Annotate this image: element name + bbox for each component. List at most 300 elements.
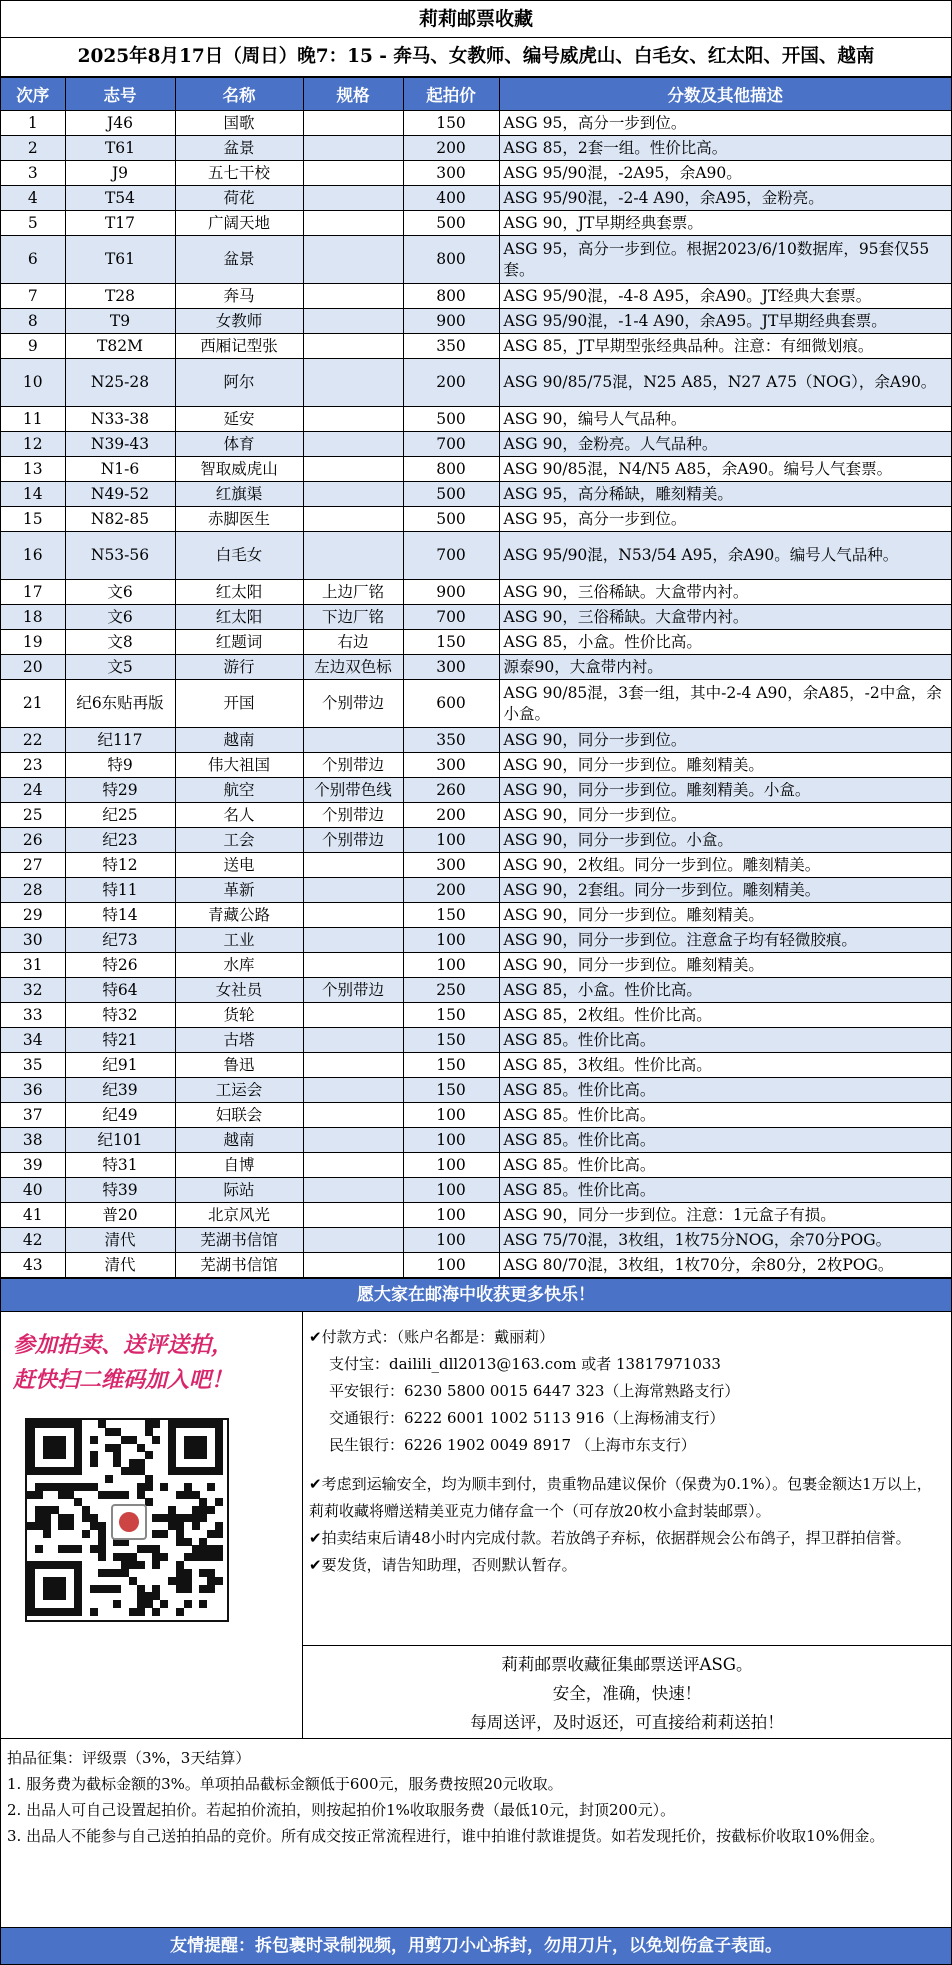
- cell-index: 41: [1, 1203, 65, 1228]
- cell-code: 纪23: [65, 828, 175, 853]
- cell-name: 自博: [175, 1153, 303, 1178]
- auction-subtitle: 2025年8月17日（周日）晚7：15 - 奔马、女教师、编号威虎山、白毛女、红太阳、开国、越南: [1, 38, 951, 77]
- cell-description: ASG 85。性价比高。: [499, 1178, 951, 1203]
- cell-code: J46: [65, 111, 175, 136]
- bank-account-bocom: 交通银行：6222 6001 1002 5113 916（上海杨浦支行）: [329, 1409, 725, 1427]
- cell-description: ASG 90，2枚组。同分一步到位。雕刻精美。: [499, 853, 951, 878]
- cell-name: 芜湖书信馆: [175, 1253, 303, 1278]
- cell-code: 清代: [65, 1253, 175, 1278]
- cell-spec: [303, 728, 403, 753]
- cell-index: 1: [1, 111, 65, 136]
- cell-start-price: 100: [403, 1153, 499, 1178]
- cell-spec: 下边厂铭: [303, 605, 403, 630]
- payment-title: ✔付款方式：（账户名都是：戴丽莉）: [309, 1328, 555, 1346]
- cell-description: ASG 90，同分一步到位。雕刻精美。: [499, 953, 951, 978]
- cell-index: 22: [1, 728, 65, 753]
- col-header-start-price: 起拍价: [403, 78, 499, 111]
- cell-spec: [303, 1203, 403, 1228]
- cell-start-price: 100: [403, 1253, 499, 1278]
- cell-index: 17: [1, 580, 65, 605]
- table-row: [1, 853, 951, 878]
- cell-description: ASG 85，2套一组。性价比高。: [499, 136, 951, 161]
- cell-spec: [303, 186, 403, 211]
- cell-code: 特39: [65, 1178, 175, 1203]
- cell-description: ASG 95，高分一步到位。根据2023/6/10数据库，95套仅55套。: [499, 236, 951, 284]
- cell-start-price: 900: [403, 309, 499, 334]
- rules-title: 拍品征集：评级票（3%，3天结算）: [7, 1749, 251, 1767]
- table-row: [1, 359, 951, 407]
- cell-spec: [303, 309, 403, 334]
- cell-start-price: 400: [403, 186, 499, 211]
- cell-start-price: 100: [403, 1203, 499, 1228]
- table-header-row: [1, 78, 951, 111]
- cell-name: 芜湖书信馆: [175, 1228, 303, 1253]
- cell-code: 普20: [65, 1203, 175, 1228]
- consignment-rules: [1, 1739, 951, 1899]
- cell-spec: [303, 211, 403, 236]
- collect-box: [303, 1646, 951, 1738]
- cell-description: 源泰90，大盒带内衬。: [499, 655, 951, 680]
- table-row: [1, 928, 951, 953]
- cell-index: 29: [1, 903, 65, 928]
- table-row: [1, 803, 951, 828]
- cell-index: 30: [1, 928, 65, 953]
- cell-name: 开国: [175, 680, 303, 728]
- cell-start-price: 200: [403, 136, 499, 161]
- cell-description: ASG 85，小盒。性价比高。: [499, 978, 951, 1003]
- cell-name: 红题词: [175, 630, 303, 655]
- cell-index: 13: [1, 457, 65, 482]
- cell-start-price: 300: [403, 853, 499, 878]
- cell-code: T61: [65, 136, 175, 161]
- cell-index: 20: [1, 655, 65, 680]
- cell-spec: [303, 359, 403, 407]
- cell-spec: [303, 1028, 403, 1053]
- table-row: [1, 680, 951, 728]
- cell-start-price: 100: [403, 1178, 499, 1203]
- cell-index: 8: [1, 309, 65, 334]
- cell-code: 特14: [65, 903, 175, 928]
- cell-spec: [303, 853, 403, 878]
- cell-description: ASG 95，高分稀缺，雕刻精美。: [499, 482, 951, 507]
- cell-start-price: 900: [403, 580, 499, 605]
- cell-spec: 个别带色线: [303, 778, 403, 803]
- cell-start-price: 100: [403, 928, 499, 953]
- cell-start-price: 300: [403, 161, 499, 186]
- wish-banner: 愿大家在邮海中收获更多快乐！: [1, 1278, 951, 1312]
- cell-description: ASG 95/90混，-1-4 A90，余A95。JT早期经典套票。: [499, 309, 951, 334]
- table-row: [1, 828, 951, 853]
- cell-description: ASG 85，JT早期型张经典品种。注意：有细微划痕。: [499, 334, 951, 359]
- cell-spec: [303, 878, 403, 903]
- cell-description: ASG 95/90混，-2A95，余A90。: [499, 161, 951, 186]
- cell-code: 纪101: [65, 1128, 175, 1153]
- cell-index: 26: [1, 828, 65, 853]
- cell-start-price: 100: [403, 1128, 499, 1153]
- cell-start-price: 100: [403, 828, 499, 853]
- cell-description: ASG 85，小盒。性价比高。: [499, 630, 951, 655]
- cell-spec: [303, 928, 403, 953]
- cell-code: N39-43: [65, 432, 175, 457]
- cell-name: 游行: [175, 655, 303, 680]
- shipping-note: ✔考虑到运输安全，均为顺丰到付，贵重物品建议保价（保费为0.1%）。包裹金额达1万以上，莉莉收藏将赠送精美亚克力储存盒一个（可存放20枚小盒封装邮票）。: [309, 1475, 932, 1520]
- cell-start-price: 260: [403, 778, 499, 803]
- table-row: [1, 878, 951, 903]
- cell-index: 40: [1, 1178, 65, 1203]
- cell-name: 国歌: [175, 111, 303, 136]
- cell-name: 革新: [175, 878, 303, 903]
- cell-code: N25-28: [65, 359, 175, 407]
- table-row: [1, 1203, 951, 1228]
- cell-spec: 右边: [303, 630, 403, 655]
- table-row: [1, 1103, 951, 1128]
- cell-code: N1-6: [65, 457, 175, 482]
- rule-2: 2. 出品人可自己设置起拍价。若起拍价流拍，则按起拍价1%收取服务费（最低10元，封顶200元）。: [7, 1801, 676, 1819]
- lots-table: [1, 77, 951, 1278]
- cell-code: 文6: [65, 605, 175, 630]
- collect-line-1: 莉莉邮票收藏征集邮票送评ASG。: [501, 1655, 753, 1674]
- cell-start-price: 300: [403, 655, 499, 680]
- cell-start-price: 350: [403, 334, 499, 359]
- collect-line-3: 每周送评，及时返还，可直接给莉莉送拍！: [470, 1713, 784, 1732]
- cell-start-price: 250: [403, 978, 499, 1003]
- cell-index: 18: [1, 605, 65, 630]
- cell-start-price: 150: [403, 903, 499, 928]
- cell-index: 32: [1, 978, 65, 1003]
- table-row: [1, 309, 951, 334]
- delivery-note: ✔要发货，请告知助理，否则默认暂存。: [309, 1556, 577, 1574]
- cell-code: 纪73: [65, 928, 175, 953]
- cell-name: 红太阳: [175, 605, 303, 630]
- cell-name: 白毛女: [175, 532, 303, 580]
- cell-name: 青藏公路: [175, 903, 303, 928]
- cell-start-price: 100: [403, 1228, 499, 1253]
- cell-start-price: 800: [403, 457, 499, 482]
- cell-index: 39: [1, 1153, 65, 1178]
- cell-spec: [303, 1153, 403, 1178]
- cell-description: ASG 90，同分一步到位。注意盒子均有轻微胶痕。: [499, 928, 951, 953]
- cell-spec: [303, 1253, 403, 1278]
- cell-name: 红旗渠: [175, 482, 303, 507]
- cell-index: 35: [1, 1053, 65, 1078]
- cell-code: 特26: [65, 953, 175, 978]
- cell-description: ASG 85。性价比高。: [499, 1078, 951, 1103]
- cell-start-price: 500: [403, 507, 499, 532]
- cell-description: ASG 75/70混，3枚组，1枚75分NOG，余70分POG。: [499, 1228, 951, 1253]
- page-title: 莉莉邮票收藏: [1, 1, 951, 38]
- cell-description: ASG 90，2套组。同分一步到位。雕刻精美。: [499, 878, 951, 903]
- table-row: [1, 728, 951, 753]
- cell-name: 北京风光: [175, 1203, 303, 1228]
- cell-description: ASG 90/85混，N4/N5 A85，余A90。编号人气套票。: [499, 457, 951, 482]
- cell-name: 工运会: [175, 1078, 303, 1103]
- cell-code: T28: [65, 284, 175, 309]
- cell-start-price: 150: [403, 1028, 499, 1053]
- cell-index: 16: [1, 532, 65, 580]
- cell-spec: [303, 953, 403, 978]
- cell-start-price: 150: [403, 1078, 499, 1103]
- cell-index: 24: [1, 778, 65, 803]
- cell-start-price: 600: [403, 680, 499, 728]
- table-row: [1, 236, 951, 284]
- table-row: [1, 1253, 951, 1278]
- cell-spec: [303, 407, 403, 432]
- cell-code: T17: [65, 211, 175, 236]
- cell-start-price: 100: [403, 953, 499, 978]
- table-row: [1, 432, 951, 457]
- cell-spec: [303, 161, 403, 186]
- table-row: [1, 978, 951, 1003]
- cell-name: 五七干校: [175, 161, 303, 186]
- table-row: [1, 334, 951, 359]
- cell-name: 荷花: [175, 186, 303, 211]
- cell-name: 广阔天地: [175, 211, 303, 236]
- cell-name: 越南: [175, 1128, 303, 1153]
- cell-index: 19: [1, 630, 65, 655]
- cell-code: N82-85: [65, 507, 175, 532]
- cell-spec: [303, 1128, 403, 1153]
- cell-index: 11: [1, 407, 65, 432]
- cell-code: 纪6东贴再版: [65, 680, 175, 728]
- col-header-index: 次序: [1, 78, 65, 111]
- cell-index: 15: [1, 507, 65, 532]
- cell-index: 9: [1, 334, 65, 359]
- cell-name: 西厢记型张: [175, 334, 303, 359]
- cell-name: 工业: [175, 928, 303, 953]
- table-row: [1, 111, 951, 136]
- cell-index: 14: [1, 482, 65, 507]
- cell-spec: 上边厂铭: [303, 580, 403, 605]
- cell-index: 31: [1, 953, 65, 978]
- cell-code: 特29: [65, 778, 175, 803]
- table-row: [1, 186, 951, 211]
- table-row: [1, 753, 951, 778]
- cell-code: N33-38: [65, 407, 175, 432]
- cell-name: 航空: [175, 778, 303, 803]
- cell-spec: [303, 1178, 403, 1203]
- table-row: [1, 903, 951, 928]
- col-header-description: 分数及其他描述: [499, 78, 951, 111]
- cell-spec: [303, 1053, 403, 1078]
- cell-name: 女教师: [175, 309, 303, 334]
- col-header-code: 志号: [65, 78, 175, 111]
- table-row: [1, 532, 951, 580]
- cell-index: 4: [1, 186, 65, 211]
- table-row: [1, 778, 951, 803]
- cell-code: T61: [65, 236, 175, 284]
- cell-description: ASG 90/85/75混，N25 A85，N27 A75（NOG），余A90。: [499, 359, 951, 407]
- cell-name: 红太阳: [175, 580, 303, 605]
- table-row: [1, 136, 951, 161]
- rule-3: 3. 出品人不能参与自己送拍拍品的竞价。所有成交按正常流程进行，谁中拍谁付款谁提货。如若发现托价，按截标价收取10%佣金。: [7, 1827, 885, 1845]
- cell-code: T82M: [65, 334, 175, 359]
- table-row: [1, 407, 951, 432]
- cell-start-price: 500: [403, 407, 499, 432]
- join-line-2: 赶快扫二维码加入吧！: [13, 1367, 234, 1393]
- cell-code: 纪39: [65, 1078, 175, 1103]
- cell-spec: [303, 236, 403, 284]
- lots-table-body: [1, 111, 951, 1278]
- cell-description: ASG 90，JT早期经典套票。: [499, 211, 951, 236]
- cell-code: 纪91: [65, 1053, 175, 1078]
- cell-start-price: 500: [403, 482, 499, 507]
- table-row: [1, 1178, 951, 1203]
- table-row: [1, 1228, 951, 1253]
- cell-name: 妇联会: [175, 1103, 303, 1128]
- cell-start-price: 700: [403, 605, 499, 630]
- cell-name: 盆景: [175, 236, 303, 284]
- cell-spec: [303, 457, 403, 482]
- alipay-account: 支付宝：dailili_dll2013@163.com 或者 13817971033: [329, 1355, 721, 1373]
- cell-start-price: 150: [403, 1003, 499, 1028]
- cell-spec: 个别带边: [303, 803, 403, 828]
- cell-index: 38: [1, 1128, 65, 1153]
- table-row: [1, 482, 951, 507]
- footer-reminder: 友情提醒：拆包裹时录制视频，用剪刀小心拆封，勿用刀片，以免划伤盒子表面。: [1, 1927, 951, 1964]
- rule-1: 1. 服务费为截标金额的3%。单项拍品截标金额低于600元，服务费按照20元收取。: [7, 1775, 563, 1793]
- cell-name: 奔马: [175, 284, 303, 309]
- cell-code: 特64: [65, 978, 175, 1003]
- col-header-name: 名称: [175, 78, 303, 111]
- cell-code: 文6: [65, 580, 175, 605]
- cell-spec: [303, 432, 403, 457]
- cell-index: 42: [1, 1228, 65, 1253]
- qr-logo-icon: [111, 1504, 147, 1540]
- join-panel: [1, 1312, 303, 1738]
- payment-box: [303, 1312, 951, 1646]
- cell-index: 25: [1, 803, 65, 828]
- table-row: [1, 655, 951, 680]
- cell-spec: [303, 136, 403, 161]
- cell-index: 3: [1, 161, 65, 186]
- cell-index: 23: [1, 753, 65, 778]
- cell-index: 28: [1, 878, 65, 903]
- cell-index: 27: [1, 853, 65, 878]
- cell-index: 37: [1, 1103, 65, 1128]
- cell-name: 赤脚医生: [175, 507, 303, 532]
- cell-spec: [303, 903, 403, 928]
- cell-start-price: 150: [403, 630, 499, 655]
- cell-spec: [303, 532, 403, 580]
- cell-name: 鲁迅: [175, 1053, 303, 1078]
- cell-code: T54: [65, 186, 175, 211]
- table-row: [1, 161, 951, 186]
- cell-name: 越南: [175, 728, 303, 753]
- cell-code: N53-56: [65, 532, 175, 580]
- cell-spec: [303, 111, 403, 136]
- cell-spec: 个别带边: [303, 978, 403, 1003]
- cell-code: 特12: [65, 853, 175, 878]
- bank-account-minsheng: 民生银行：6226 1902 0049 8917 （上海市东支行）: [329, 1436, 696, 1454]
- cell-description: ASG 95/90混，-2-4 A90，余A95，金粉亮。: [499, 186, 951, 211]
- cell-description: ASG 90，三俗稀缺。大盒带内衬。: [499, 580, 951, 605]
- qr-code-icon[interactable]: [25, 1418, 229, 1622]
- collect-line-2: 安全，准确，快速！: [552, 1684, 702, 1703]
- cell-description: ASG 95/90混，-4-8 A95，余A90。JT经典大套票。: [499, 284, 951, 309]
- cell-start-price: 150: [403, 111, 499, 136]
- cell-start-price: 350: [403, 728, 499, 753]
- cell-description: ASG 90，同分一步到位。雕刻精美。: [499, 753, 951, 778]
- cell-code: 特9: [65, 753, 175, 778]
- cell-description: ASG 90，金粉亮。人气品种。: [499, 432, 951, 457]
- cell-name: 延安: [175, 407, 303, 432]
- cell-description: ASG 95，高分一步到位。: [499, 507, 951, 532]
- cell-spec: [303, 507, 403, 532]
- cell-name: 名人: [175, 803, 303, 828]
- cell-code: 纪117: [65, 728, 175, 753]
- join-line-1: 参加拍卖、送评送拍，: [13, 1332, 234, 1358]
- cell-description: ASG 95/90混，N53/54 A95，余A90。编号人气品种。: [499, 532, 951, 580]
- cell-start-price: 800: [403, 236, 499, 284]
- table-row: [1, 1053, 951, 1078]
- cell-index: 36: [1, 1078, 65, 1103]
- cell-start-price: 100: [403, 1103, 499, 1128]
- cell-spec: [303, 1228, 403, 1253]
- cell-spec: 个别带边: [303, 753, 403, 778]
- cell-name: 盆景: [175, 136, 303, 161]
- cell-start-price: 200: [403, 803, 499, 828]
- cell-code: 特11: [65, 878, 175, 903]
- cell-name: 体育: [175, 432, 303, 457]
- cell-description: ASG 85，3枚组。性价比高。: [499, 1053, 951, 1078]
- cell-description: ASG 85，2枚组。性价比高。: [499, 1003, 951, 1028]
- cell-index: 2: [1, 136, 65, 161]
- cell-spec: 个别带边: [303, 680, 403, 728]
- cell-description: ASG 90，同分一步到位。雕刻精美。: [499, 903, 951, 928]
- cell-name: 智取威虎山: [175, 457, 303, 482]
- cell-code: 纪49: [65, 1103, 175, 1128]
- cell-name: 古塔: [175, 1028, 303, 1053]
- cell-description: ASG 90，同分一步到位。注意：1元盒子有损。: [499, 1203, 951, 1228]
- payment-panel: [303, 1312, 951, 1738]
- table-row: [1, 507, 951, 532]
- cell-description: ASG 90，同分一步到位。雕刻精美。小盒。: [499, 778, 951, 803]
- cell-spec: 个别带边: [303, 828, 403, 853]
- table-row: [1, 1078, 951, 1103]
- cell-name: 送电: [175, 853, 303, 878]
- cell-index: 7: [1, 284, 65, 309]
- col-header-spec: 规格: [303, 78, 403, 111]
- cell-name: 水库: [175, 953, 303, 978]
- cell-index: 43: [1, 1253, 65, 1278]
- cell-index: 33: [1, 1003, 65, 1028]
- cell-name: 工会: [175, 828, 303, 853]
- cell-description: ASG 85。性价比高。: [499, 1128, 951, 1153]
- table-row: [1, 605, 951, 630]
- cell-start-price: 500: [403, 211, 499, 236]
- table-row: [1, 580, 951, 605]
- table-row: [1, 284, 951, 309]
- cell-start-price: 700: [403, 432, 499, 457]
- payment-deadline-note: ✔拍卖结束后请48小时内完成付款。若放鸽子弃标，依据群规会公布鸽子，捍卫群拍信誉。: [309, 1529, 911, 1547]
- cell-start-price: 200: [403, 359, 499, 407]
- cell-index: 6: [1, 236, 65, 284]
- cell-spec: [303, 482, 403, 507]
- cell-code: J9: [65, 161, 175, 186]
- cell-index: 12: [1, 432, 65, 457]
- cell-description: ASG 80/70混，3枚组，1枚70分，余80分，2枚POG。: [499, 1253, 951, 1278]
- cell-name: 阿尔: [175, 359, 303, 407]
- cell-spec: [303, 284, 403, 309]
- cell-spec: [303, 334, 403, 359]
- cell-code: 特21: [65, 1028, 175, 1053]
- table-row: [1, 630, 951, 655]
- cell-description: ASG 85。性价比高。: [499, 1153, 951, 1178]
- cell-code: 特32: [65, 1003, 175, 1028]
- table-row: [1, 211, 951, 236]
- cell-description: ASG 85。性价比高。: [499, 1103, 951, 1128]
- cell-start-price: 700: [403, 532, 499, 580]
